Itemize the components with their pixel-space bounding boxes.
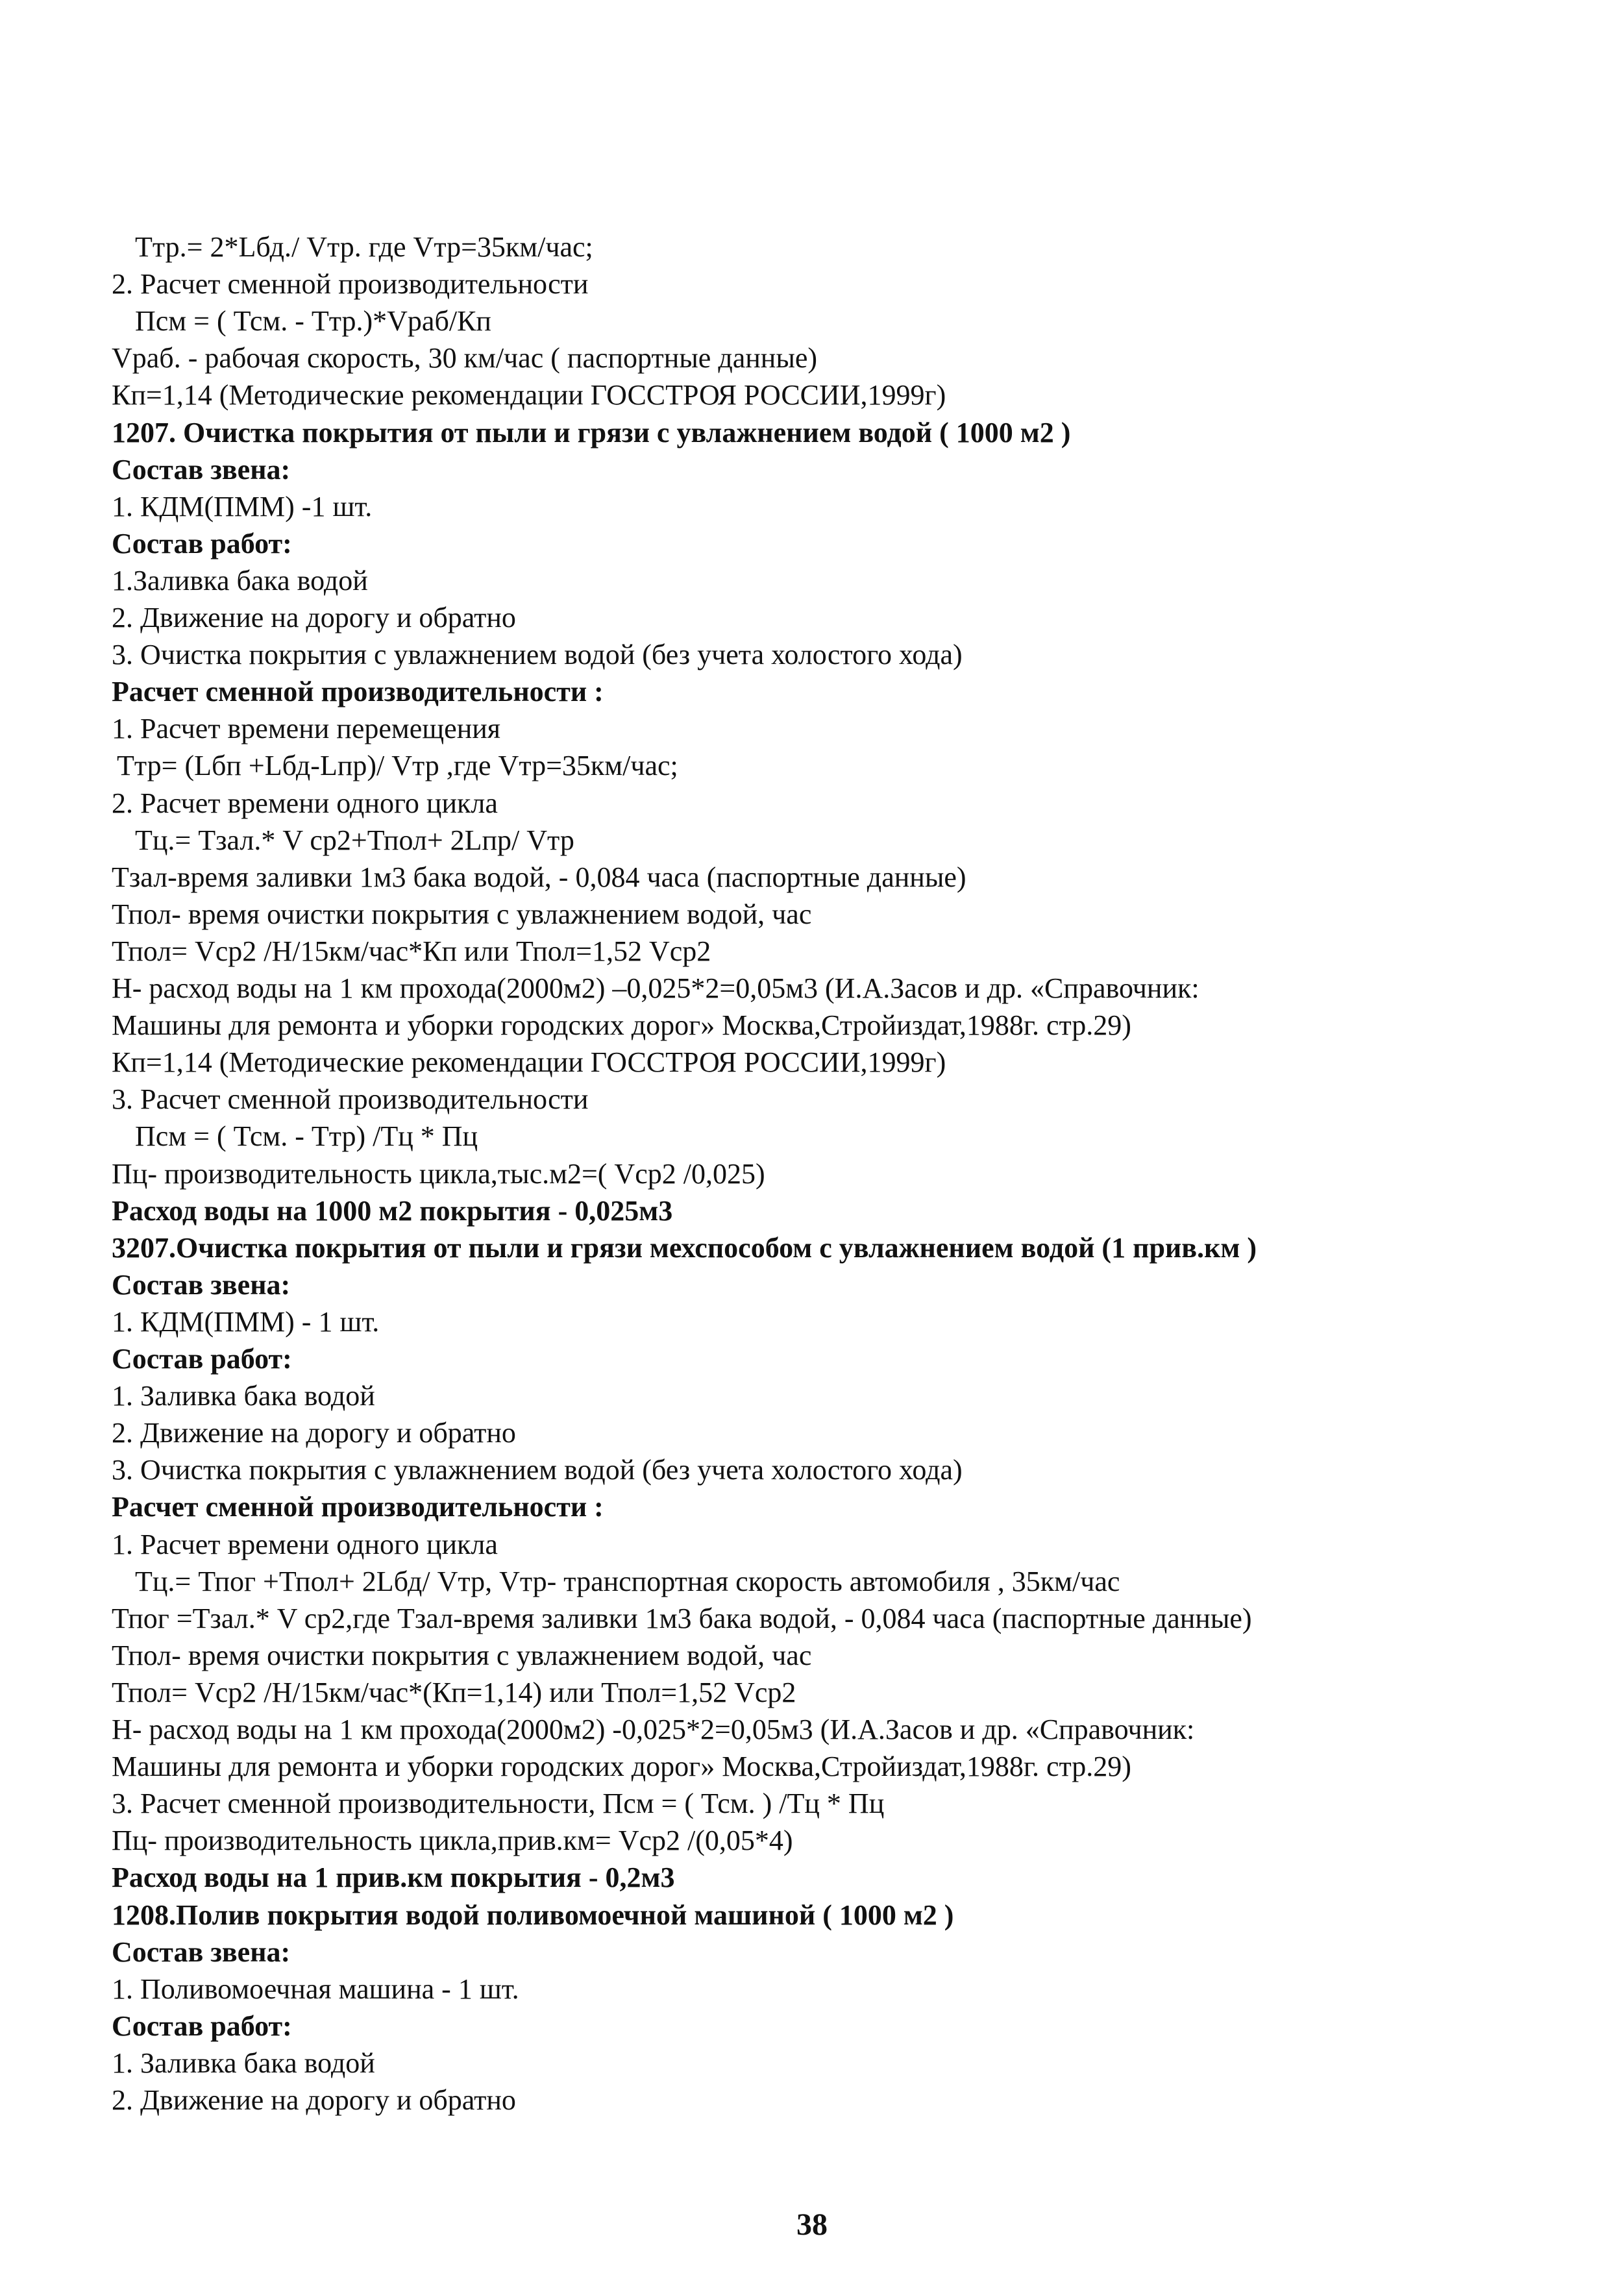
text-line: Машины для ремонта и уборки городских дорог» Москва,Стройиздат,1988г. стр.29) bbox=[112, 1009, 1131, 1041]
text-line: Псм = ( Тсм. - Ттр) /Тц * Пц bbox=[135, 1120, 478, 1152]
text-line: Пц- производительность цикла,прив.км= Vср2 /(0,05*4) bbox=[112, 1825, 793, 1856]
text-line: 2. Расчет сменной производительности bbox=[112, 268, 589, 300]
text-line: 3. Расчет сменной производительности bbox=[112, 1083, 589, 1115]
page-number: 38 bbox=[796, 2207, 828, 2242]
section-heading-line: Состав звена: bbox=[112, 1936, 291, 1968]
section-heading-line: 1207. Очистка покрытия от пыли и грязи с увлажнением водой ( 1000 м2 ) bbox=[112, 417, 1071, 449]
text-line: Тц.= Тзал.* V ср2+Тпол+ 2Lпр/ Vтр bbox=[135, 824, 574, 856]
text-line: 1. Поливомоечная машина - 1 шт. bbox=[112, 1973, 519, 2005]
section-heading-line: Расчет сменной производительности : bbox=[112, 676, 604, 707]
section-heading-line: Состав звена: bbox=[112, 454, 291, 485]
section-heading-line: Состав работ: bbox=[112, 528, 292, 559]
section-heading-line: Состав работ: bbox=[112, 1343, 292, 1375]
text-line: Тзал-время заливки 1м3 бака водой, - 0,084 часа (паспортные данные) bbox=[112, 861, 966, 893]
text-line: Тц.= Тпог +Тпол+ 2Lбд/ Vтр, Vтр- транспортная скорость автомобиля , 35км/час bbox=[135, 1566, 1120, 1597]
text-line: 2. Расчет времени одного цикла bbox=[112, 787, 498, 819]
text-line: Ттр= (Lбп +Lбд-Lпр)/ Vтр ,где Vтр=35км/час; bbox=[117, 750, 678, 781]
text-line: Тпол= Vср2 /Н/15км/час*Кп или Тпол=1,52 Vср2 bbox=[112, 935, 711, 967]
text-line: Н- расход воды на 1 км прохода(2000м2) –0,025*2=0,05м3 (И.А.Засов и др. «Справочник: bbox=[112, 972, 1200, 1004]
text-line: Ттр.= 2*Lбд./ Vтр. где Vтр=35км/час; bbox=[135, 231, 593, 263]
section-heading-line: Расход воды на 1000 м2 покрытия - 0,025м3 bbox=[112, 1195, 673, 1227]
section-heading-line: 1208.Полив покрытия водой поливомоечной машиной ( 1000 м2 ) bbox=[112, 1899, 954, 1931]
text-line: Тпол- время очистки покрытия с увлажнением водой, час bbox=[112, 1640, 812, 1671]
text-line: 2. Движение на дорогу и обратно bbox=[112, 2084, 516, 2116]
text-line: 3. Очистка покрытия с увлажнением водой (без учета холостого хода) bbox=[112, 639, 963, 670]
text-line: Тпол- время очистки покрытия с увлажнением водой, час bbox=[112, 898, 812, 930]
section-heading-line: Состав работ: bbox=[112, 2010, 292, 2042]
text-line: Машины для ремонта и уборки городских дорог» Москва,Стройиздат,1988г. стр.29) bbox=[112, 1751, 1131, 1782]
section-heading-line: Расход воды на 1 прив.км покрытия - 0,2м3 bbox=[112, 1862, 675, 1893]
section-heading-line: 3207.Очистка покрытия от пыли и грязи мехспособом с увлажнением водой (1 прив.км ) bbox=[112, 1232, 1257, 1264]
text-line: 2. Движение на дорогу и обратно bbox=[112, 1417, 516, 1449]
text-line: 2. Движение на дорогу и обратно bbox=[112, 602, 516, 633]
text-line: 3. Расчет сменной производительности, Псм = ( Тсм. ) /Тц * Пц bbox=[112, 1788, 885, 1819]
text-line: Тпог =Тзал.* V ср2,где Тзал-время заливки 1м3 бака водой, - 0,084 часа (паспортные данные) bbox=[112, 1603, 1252, 1634]
text-line: Кп=1,14 (Методические рекомендации ГОССТРОЯ РОССИИ,1999г) bbox=[112, 1046, 946, 1078]
section-heading-line: Расчет сменной производительности : bbox=[112, 1491, 604, 1523]
text-line: 1. Заливка бака водой bbox=[112, 1380, 375, 1412]
section-heading-line: Состав звена: bbox=[112, 1269, 291, 1301]
text-line: 1. Расчет времени одного цикла bbox=[112, 1529, 498, 1560]
text-line: 1.Заливка бака водой bbox=[112, 565, 368, 596]
text-line: 1. КДМ(ПММ) - 1 шт. bbox=[112, 1306, 380, 1338]
text-line: Тпол= Vср2 /Н/15км/час*(Кп=1,14) или Тпол=1,52 Vср2 bbox=[112, 1677, 796, 1708]
text-line: Кп=1,14 (Методические рекомендации ГОССТРОЯ РОССИИ,1999г) bbox=[112, 379, 946, 411]
text-line: Н- расход воды на 1 км прохода(2000м2) -0,025*2=0,05м3 (И.А.Засов и др. «Справочник: bbox=[112, 1714, 1195, 1745]
text-line: Пц- производительность цикла,тыс.м2=( Vср2 /0,025) bbox=[112, 1158, 765, 1190]
text-line: 3. Очистка покрытия с увлажнением водой (без учета холостого хода) bbox=[112, 1454, 963, 1486]
text-line: Vраб. - рабочая скорость, 30 км/час ( паспортные данные) bbox=[112, 342, 818, 374]
text-line: Псм = ( Тсм. - Ттр.)*Vраб/Кп bbox=[135, 305, 491, 337]
text-line: 1. КДМ(ПММ) -1 шт. bbox=[112, 491, 373, 522]
text-line: 1. Расчет времени перемещения bbox=[112, 713, 501, 744]
text-line: 1. Заливка бака водой bbox=[112, 2047, 375, 2079]
